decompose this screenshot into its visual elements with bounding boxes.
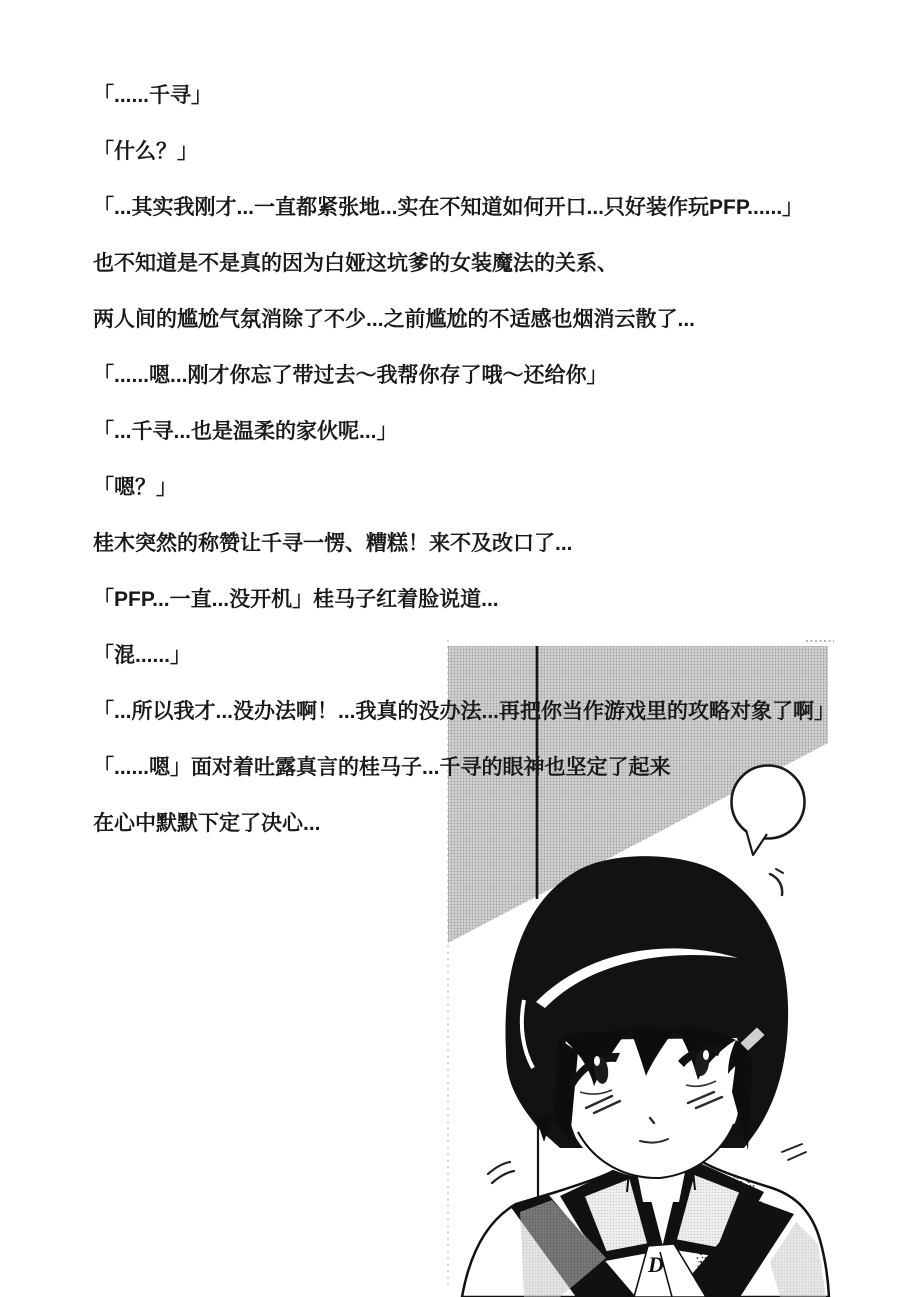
story-line-11: 「混......」 <box>93 644 192 667</box>
story-line-13: 「......嗯」面对着吐露真言的桂马子...千寻的眼神也坚定了起来 <box>93 756 671 779</box>
story-line-1: 「......千寻」 <box>93 84 213 107</box>
story-line-6: 「......嗯...刚才你忘了带过去～我帮你存了哦～还给你」 <box>93 364 608 387</box>
story-line-4: 也不知道是不是真的因为白娅这坑爹的女装魔法的关系、 <box>93 252 618 275</box>
story-line-14: 在心中默默下定了决心... <box>93 812 321 835</box>
story-line-12: 「...所以我才...没办法啊！...我真的没办法...再把你当作游戏里的攻略对象了啊」 <box>93 700 836 723</box>
character-portrait <box>462 856 829 1297</box>
speech-bubble-tail <box>746 830 767 855</box>
story-line-5: 两人间的尴尬气氛消除了不少...之前尴尬的不适感也烟消云散了... <box>93 308 696 331</box>
d-button-glyph: D <box>648 1252 664 1277</box>
speech-bubble <box>732 766 805 856</box>
story-line-2: 「什么？」 <box>93 140 198 163</box>
story-line-8: 「嗯？」 <box>93 476 177 499</box>
story-line-7: 「...千寻...也是温柔的家伙呢...」 <box>93 420 398 443</box>
story-line-3: 「...其实我刚才...一直都紧张地...实在不知道如何开口...只好装作玩PFP......」 <box>93 196 804 219</box>
story-line-10: 「PFP...一直...没开机」桂马子红着脸说道... <box>93 588 499 611</box>
story-line-9: 桂木突然的称赞让千寻一愣、糟糕！来不及改口了... <box>93 532 573 555</box>
